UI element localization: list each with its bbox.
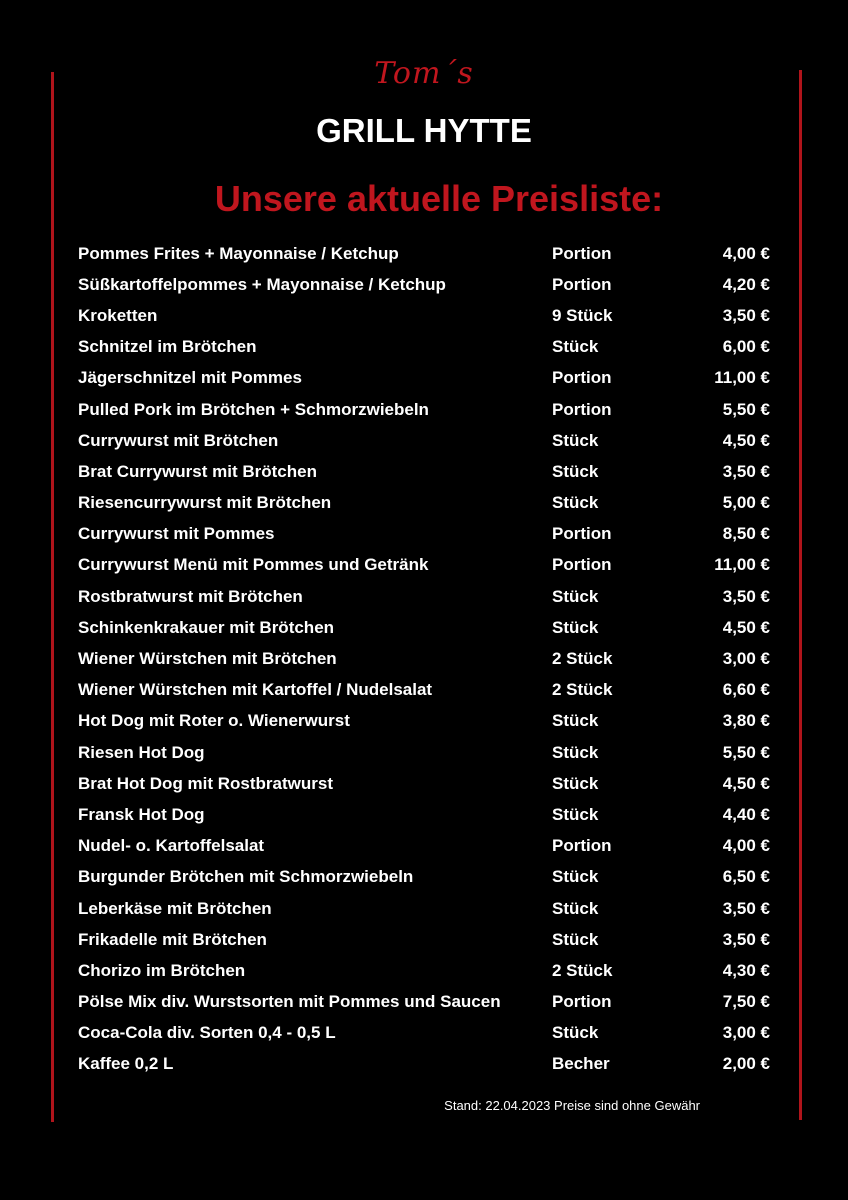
menu-item-price: 4,00 € (722, 243, 770, 263)
menu-item-unit: Stück (552, 711, 599, 731)
menu-item-row (78, 987, 770, 1018)
menu-item-row (78, 1018, 770, 1049)
menu-item-name: Burgunder Brötchen mit Schmorzwiebeln (78, 867, 414, 887)
menu-item-unit: Stück (552, 804, 599, 824)
menu-item-unit: 9 Stück (552, 305, 613, 325)
menu-item-name: Pölse Mix div. Wurstsorten mit Pommes und Saucen (78, 992, 501, 1012)
menu-item-name: Wiener Würstchen mit Kartoffel / Nudelsalat (78, 680, 433, 700)
menu-item-name: Brat Currywurst mit Brötchen (78, 461, 317, 481)
menu-item-name: Leberkäse mit Brötchen (78, 898, 272, 918)
menu-item-row (78, 456, 770, 487)
menu-item-unit: Stück (552, 430, 599, 450)
menu-item-name: Riesencurrywurst mit Brötchen (78, 493, 332, 513)
menu-item-price: 4,30 € (722, 960, 770, 980)
menu-item-row (78, 831, 770, 862)
menu-item-price: 4,50 € (722, 617, 770, 637)
menu-item-row (78, 862, 770, 893)
menu-item-unit: Portion (552, 555, 612, 575)
menu-item-price: 6,50 € (722, 867, 770, 887)
left-red-rule (51, 72, 54, 1122)
menu-item-price: 5,50 € (722, 742, 770, 762)
menu-item-unit: Stück (552, 586, 599, 606)
menu-item-name: Currywurst mit Pommes (78, 524, 275, 544)
menu-item-row (78, 612, 770, 643)
menu-item-row (78, 332, 770, 363)
menu-item-name: Nudel- o. Kartoffelsalat (78, 836, 265, 856)
menu-item-name: Brat Hot Dog mit Rostbratwurst (78, 773, 333, 793)
menu-item-price: 3,50 € (722, 898, 770, 918)
menu-item-name: Fransk Hot Dog (78, 804, 205, 824)
menu-item-name: Currywurst mit Brötchen (78, 430, 279, 450)
menu-item-price: 3,50 € (722, 586, 770, 606)
menu-item-row (78, 394, 770, 425)
menu-item-row (78, 425, 770, 456)
menu-item-name: Frikadelle mit Brötchen (78, 929, 267, 949)
menu-item-unit: 2 Stück (552, 680, 613, 700)
menu-item-unit: Portion (552, 274, 612, 294)
menu-item-name: Riesen Hot Dog (78, 742, 205, 762)
menu-item-price: 11,00 € (714, 368, 770, 388)
menu-item-price: 5,50 € (722, 399, 770, 419)
menu-item-unit: Stück (552, 1023, 599, 1043)
menu-item-name: Currywurst Menü mit Pommes und Getränk (78, 555, 429, 575)
menu-item-unit: 2 Stück (552, 960, 613, 980)
menu-item-name: Chorizo im Brötchen (78, 960, 246, 980)
menu-item-unit: Portion (552, 836, 612, 856)
menu-item-row (78, 643, 770, 674)
menu-item-price: 3,50 € (722, 461, 770, 481)
menu-item-unit: Stück (552, 773, 599, 793)
menu-item-price: 4,00 € (722, 836, 770, 856)
menu-item-unit: Becher (552, 1054, 610, 1074)
menu-item-price: 4,50 € (722, 430, 770, 450)
menu-item-row (78, 799, 770, 830)
menu-item-unit: Portion (552, 243, 612, 263)
menu-item-unit: Stück (552, 742, 599, 762)
menu-item-row (78, 675, 770, 706)
menu-item-price: 4,50 € (722, 773, 770, 793)
menu-item-row (78, 269, 770, 300)
menu-item-name: Schinkenkrakauer mit Brötchen (78, 617, 335, 637)
menu-item-price: 4,40 € (722, 804, 770, 824)
menu-item-name: Pulled Pork im Brötchen + Schmorzwiebeln (78, 399, 429, 419)
menu-item-row (78, 768, 770, 799)
menu-item-row (78, 706, 770, 737)
menu-item-unit: Portion (552, 399, 612, 419)
footer-note: Stand: 22.04.2023 Preise sind ohne Gewähr (444, 1098, 700, 1113)
menu-item-unit: Stück (552, 493, 599, 513)
menu-item-name: Wiener Würstchen mit Brötchen (78, 649, 337, 669)
menu-item-price: 6,60 € (722, 680, 770, 700)
right-red-rule (799, 70, 802, 1120)
menu-item-name: Coca-Cola div. Sorten 0,4 - 0,5 L (78, 1023, 336, 1043)
menu-item-name: Hot Dog mit Roter o. Wienerwurst (78, 711, 350, 731)
menu-item-unit: Stück (552, 867, 599, 887)
price-list-heading: Unsere aktuelle Preisliste: (214, 178, 664, 219)
menu-item-price: 4,20 € (722, 274, 770, 294)
menu-item-row (78, 581, 770, 612)
menu-item-price: 8,50 € (722, 524, 770, 544)
menu-item-row (78, 363, 770, 394)
menu-item-unit: Portion (552, 992, 612, 1012)
menu-item-price: 3,80 € (722, 711, 770, 731)
menu-item-row (78, 300, 770, 331)
menu-item-unit: Portion (552, 524, 612, 544)
menu-item-row (78, 238, 770, 269)
page-title: GRILL HYTTE (316, 112, 532, 149)
menu-item-unit: Stück (552, 461, 599, 481)
menu-item-name: Kaffee 0,2 L (78, 1054, 174, 1074)
menu-item-unit: 2 Stück (552, 649, 613, 669)
menu-item-price: 11,00 € (714, 555, 770, 575)
menu-item-name: Süßkartoffelpommes + Mayonnaise / Ketchup (78, 274, 446, 294)
menu-item-unit: Portion (552, 368, 612, 388)
menu-item-row (78, 550, 770, 581)
menu-item-unit: Stück (552, 337, 599, 357)
menu-item-name: Kroketten (78, 305, 158, 325)
menu-item-price: 3,50 € (722, 305, 770, 325)
menu-item-row (78, 924, 770, 955)
menu-item-name: Pommes Frites + Mayonnaise / Ketchup (78, 243, 399, 263)
menu-item-name: Rostbratwurst mit Brötchen (78, 586, 303, 606)
menu-item-price: 7,50 € (722, 992, 770, 1012)
menu-item-price: 3,00 € (722, 1023, 770, 1043)
menu-item-row (78, 519, 770, 550)
brand-script-logo: Tom´s (374, 56, 474, 91)
menu-item-price: 3,00 € (722, 649, 770, 669)
menu-item-price: 6,00 € (722, 337, 770, 357)
menu-item-row (78, 488, 770, 519)
menu-item-row (78, 893, 770, 924)
menu-item-name: Jägerschnitzel mit Pommes (78, 368, 302, 388)
menu-item-unit: Stück (552, 617, 599, 637)
menu-item-price: 5,00 € (722, 493, 770, 513)
menu-item-price: 2,00 € (722, 1054, 770, 1074)
menu-item-unit: Stück (552, 929, 599, 949)
menu-item-row (78, 737, 770, 768)
menu-item-name: Schnitzel im Brötchen (78, 337, 257, 357)
price-list (78, 238, 770, 1080)
menu-item-row (78, 1049, 770, 1080)
menu-item-unit: Stück (552, 898, 599, 918)
menu-item-row (78, 955, 770, 986)
menu-item-price: 3,50 € (722, 929, 770, 949)
